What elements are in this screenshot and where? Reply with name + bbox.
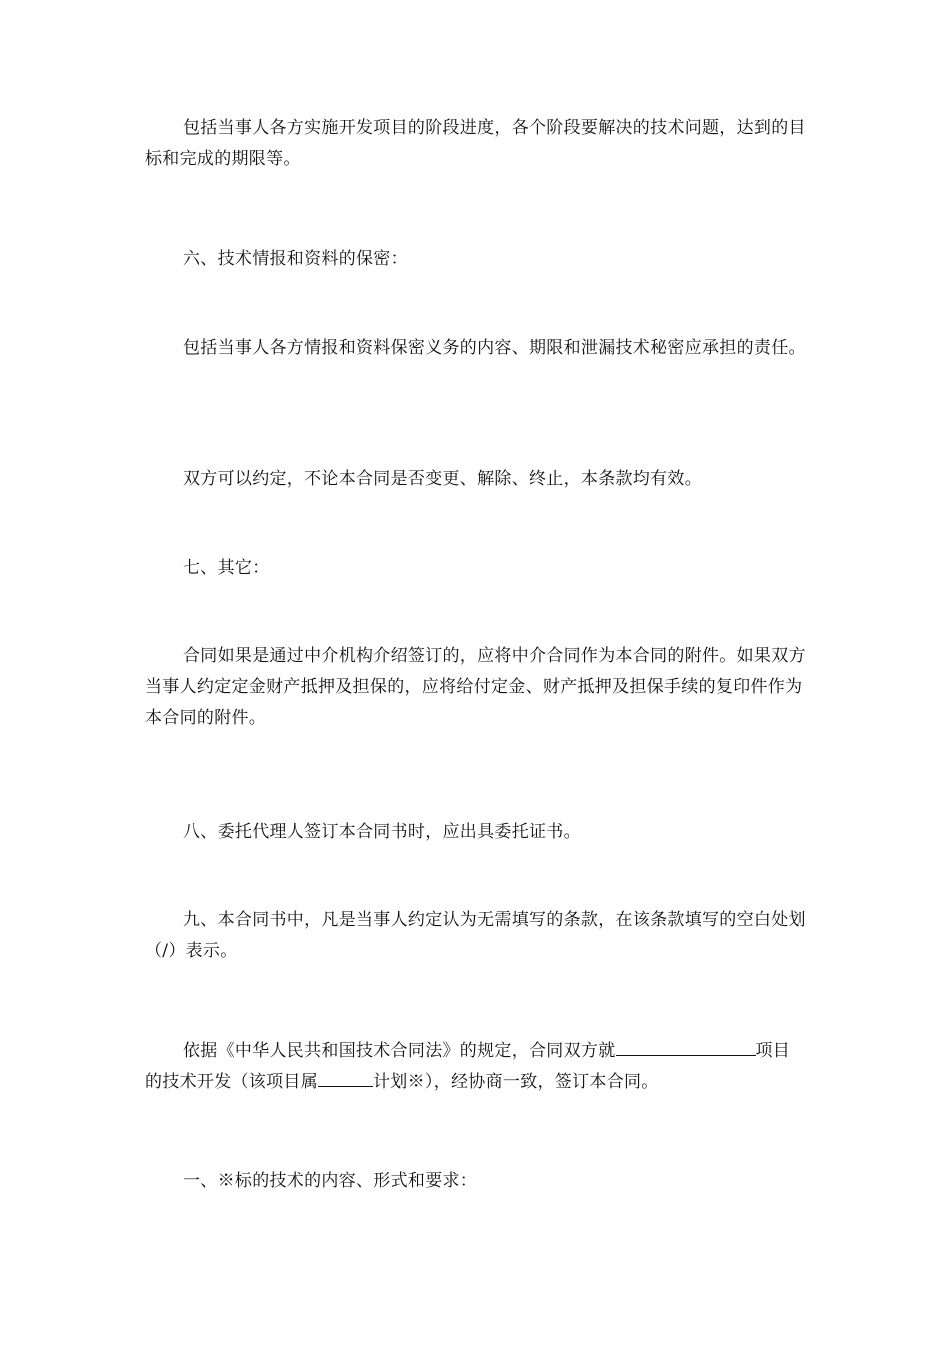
heading-other: 七、其它：: [183, 558, 270, 578]
plan-name-blank[interactable]: [318, 1068, 373, 1087]
contract-basis-text-1: 依据《中华人民共和国技术合同法》的规定，合同双方就: [183, 1041, 616, 1061]
paragraph-intermediary-contract: 合同如果是通过中介机构介绍签订的，应将中介合同作为本合同的附件。如果双方当事人约定定金财产抵押及担保的，应将给付定金、财产抵押及担保手续的复印件作为本合同的附件。: [145, 646, 806, 728]
paragraph-confidentiality-obligations: 包括当事人各方情报和资料保密义务的内容、期限和泄漏技术秘密应承担的责任。: [183, 338, 806, 358]
contract-basis-text-2: 项目的技术开发（该项目属: [145, 1041, 791, 1092]
contract-basis-text-3: 计划※），经协商一致，签订本合同。: [373, 1072, 659, 1092]
paragraph-blank-clauses: 九、本合同书中，凡是当事人约定认为无需填写的条款，在该条款填写的空白处划（/）表示。: [145, 910, 806, 961]
project-name-blank[interactable]: [616, 1037, 756, 1056]
heading-confidentiality: 六、技术情报和资料的保密：: [183, 249, 408, 269]
paragraph-agent-signing: 八、委托代理人签订本合同书时，应出具委托证书。: [183, 822, 581, 842]
paragraph-clause-validity: 双方可以约定，不论本合同是否变更、解除、终止，本条款均有效。: [183, 469, 702, 489]
paragraph-stage-progress: 包括当事人各方实施开发项目的阶段进度，各个阶段要解决的技术问题，达到的目标和完成的期限等。: [145, 118, 806, 169]
heading-subject-technology: 一、※标的技术的内容、形式和要求：: [183, 1171, 478, 1191]
paragraph-contract-basis: [145, 1036, 807, 1098]
